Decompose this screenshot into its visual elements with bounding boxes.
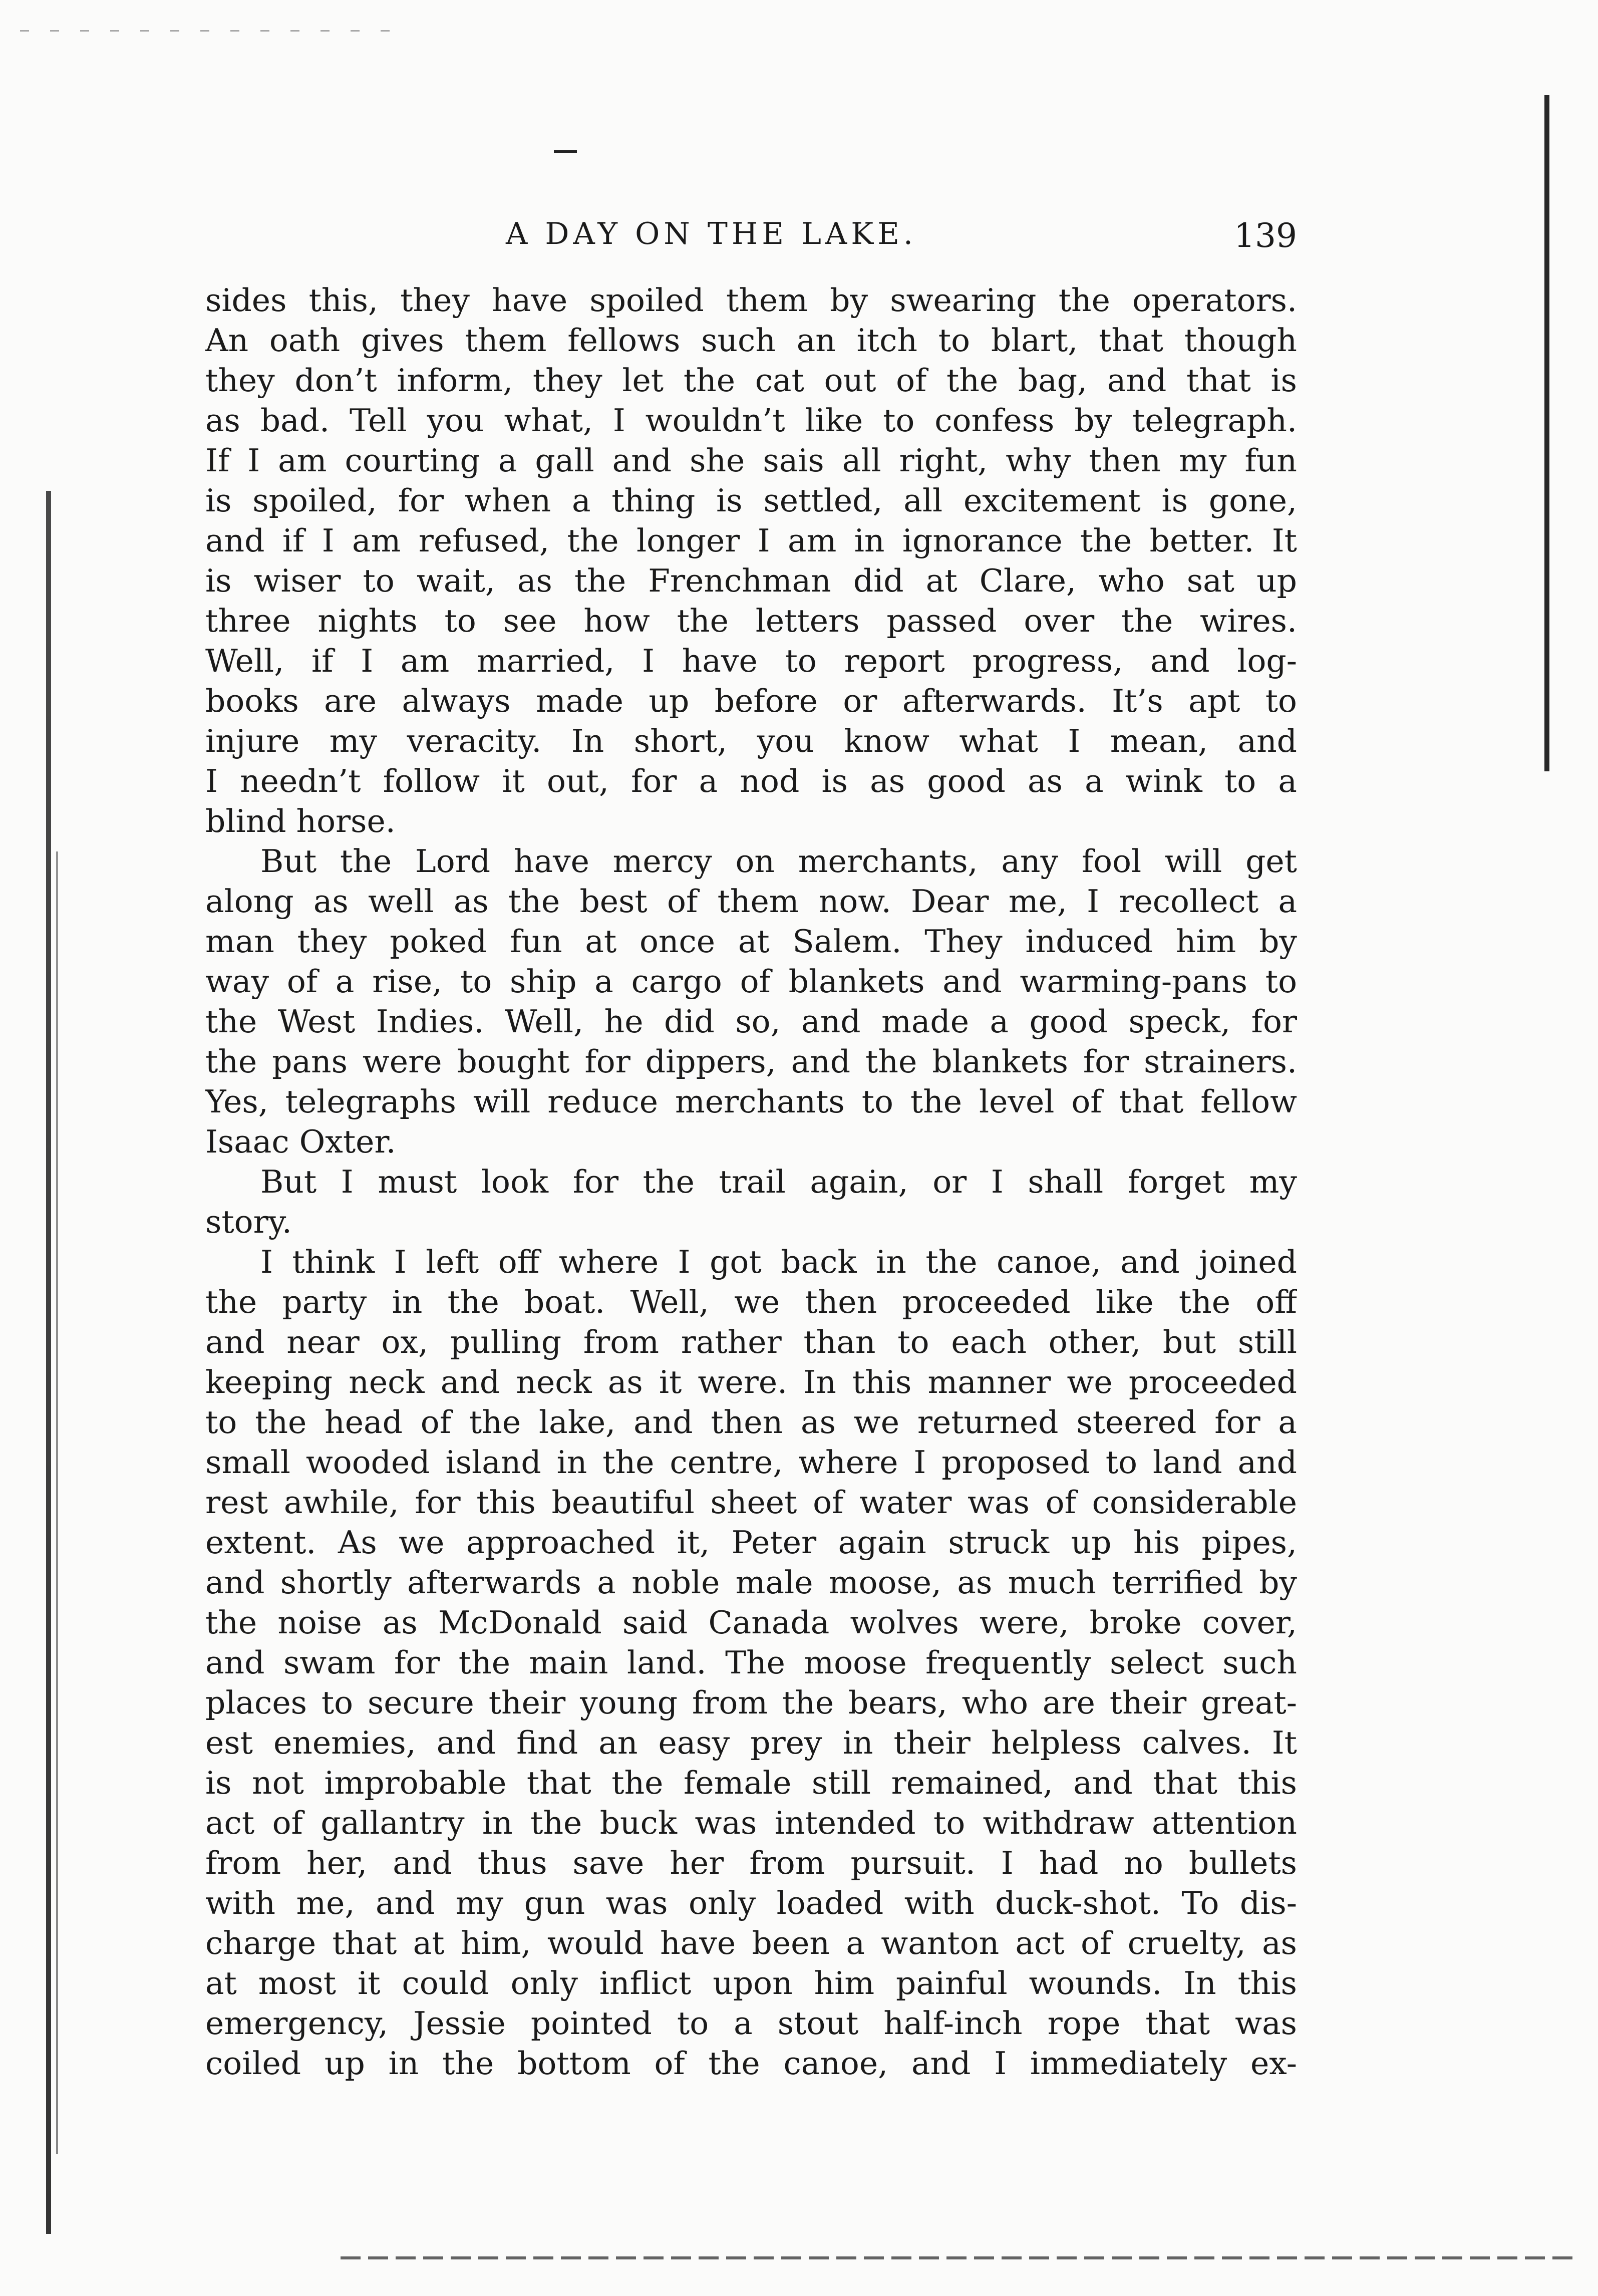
text-line: is spoiled, for when a thing is settled, all excitement is gone, [205,482,1297,519]
text-line: to the head of the lake, and then as we returned steered for a [205,1404,1297,1441]
text-line: is not improbable that the female still remained, and that this [205,1765,1297,1801]
body-text [205,280,1297,2084]
running-head [205,216,1297,256]
text-line: way of a rise, to ship a cargo of blankets and warming-pans to [205,963,1297,1000]
text-line: places to secure their young from the bears, who are their great- [205,1684,1297,1721]
text-line: as bad. Tell you what, I wouldn’t like to confess by telegraph. [205,402,1297,439]
text-line: and if I am refused, the longer I am in ignorance the better. It [205,522,1297,559]
text-line: keeping neck and neck as it were. In this manner we proceeded [205,1364,1297,1400]
scan-edge-left-thin [56,851,58,2154]
text-line: injure my veracity. In short, you know what I mean, and [205,723,1297,759]
text-line: sides this, they have spoiled them by swearing the operators. [205,282,1297,319]
text-line: If I am courting a gall and she sais all right, why then my fun [205,442,1297,479]
text-line: at most it could only inflict upon him painful wounds. In this [205,1965,1297,2001]
text-line: charge that at him, would have been a wanton act of cruelty, as [205,1925,1297,1961]
text-line: along as well as the best of them now. Dear me, I recollect a [205,883,1297,920]
text-line: the pans were bought for dippers, and the blankets for strainers. [205,1043,1297,1080]
text-line: coiled up in the bottom of the canoe, and I immediately ex- [205,2045,1297,2082]
text-line: act of gallantry in the buck was intended to withdraw attention [205,1805,1297,1841]
text-line: emergency, Jessie pointed to a stout half-inch rope that was [205,2005,1297,2042]
paragraph-start: But the Lord have mercy on merchants, any fool will get [260,843,1297,880]
paragraph-start: But I must look for the trail again, or I shall forget my [260,1164,1297,1200]
scan-artifact-bottom [341,2256,1577,2259]
running-title: A DAY ON THE LAKE. [506,216,917,251]
text-line: and shortly afterwards a noble male moose, as much terrified by [205,1564,1297,1601]
text-line: the West Indies. Well, he did so, and made a good speck, for [205,1003,1297,1040]
text-line: est enemies, and find an easy prey in their helpless calves. It [205,1725,1297,1761]
top-dash-mark [554,150,577,153]
text-line: three nights to see how the letters passed over the wires. [205,603,1297,639]
text-line: blind horse. [205,803,396,839]
text-line: from her, and thus save her from pursuit. I had no bullets [205,1845,1297,1881]
text-line: man they poked fun at once at Salem. They induced him by [205,923,1297,960]
text-line: small wooded island in the centre, where I proposed to land and [205,1444,1297,1481]
scan-edge-left [46,491,51,2234]
paragraph-start: I think I left off where I got back in the canoe, and joined [260,1244,1297,1280]
text-line: story. [205,1204,292,1240]
text-line: I needn’t follow it out, for a nod is as good as a wink to a [205,763,1297,799]
text-line: the noise as McDonald said Canada wolves were, broke cover, [205,1604,1297,1641]
text-line: books are always made up before or afterwards. It’s apt to [205,683,1297,719]
text-line: the party in the boat. Well, we then proceeded like the off [205,1284,1297,1320]
scan-edge-right [1544,95,1549,771]
text-line: rest awhile, for this beautiful sheet of water was of considerable [205,1484,1297,1521]
text-line: Well, if I am married, I have to report progress, and log- [205,643,1297,679]
text-line: with me, and my gun was only loaded with duck-shot. To dis- [205,1885,1297,1921]
text-line: An oath gives them fellows such an itch to blart, that though [205,322,1297,359]
text-line: is wiser to wait, as the Frenchman did at Clare, who sat up [205,562,1297,599]
scan-artifact-top [20,30,401,32]
text-line: they don’t inform, they let the cat out of the bag, and that is [205,362,1297,399]
page-number: 139 [1234,216,1297,255]
text-line: and swam for the main land. The moose frequently select such [205,1644,1297,1681]
text-line: Yes, telegraphs will reduce merchants to the level of that fellow [205,1083,1297,1120]
text-line: extent. As we approached it, Peter again struck up his pipes, [205,1524,1297,1561]
text-line: Isaac Oxter. [205,1123,396,1160]
text-line: and near ox, pulling from rather than to each other, but still [205,1324,1297,1360]
